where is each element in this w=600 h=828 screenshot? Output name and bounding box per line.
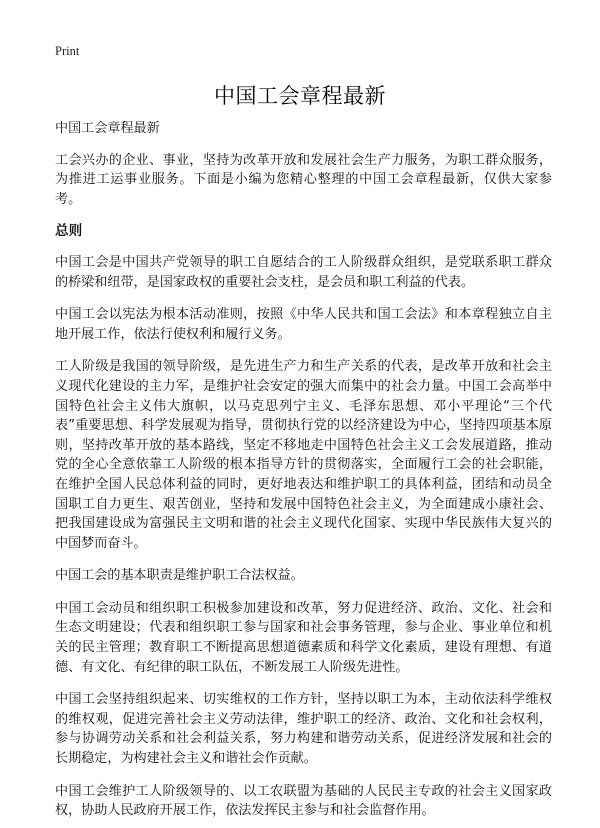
print-link[interactable]: Print bbox=[55, 44, 80, 58]
document-subtitle: 中国工会章程最新 bbox=[55, 121, 160, 136]
body-paragraph-1: 中国工会是中国共产党领导的职工自愿结合的工人阶级群众组织，是党联系职工群众的桥梁和纽带，是国家政权的重要社会支柱，是会员和职工利益的代表。 bbox=[55, 254, 552, 290]
body-paragraph-4: 中国工会的基本职责是维护职工合法权益。 bbox=[55, 568, 304, 584]
body-paragraph-2: 中国工会以宪法为根本活动准则，按照《中华人民共和国工会法》和本章程独立自主地开展工作，依法行使权利和履行义务。 bbox=[55, 307, 552, 342]
body-paragraph-6: 中国工会坚持组织起来、切实维权的工作方针，坚持以职工为本，主动依法科学维权的维权观，促进完善社会主义劳动法律，维护职工的经济、政治、文化和社会权利，参与协调劳动关系和社会利益关系，努力构建和谐劳动关系，促进经济发展和社会的长期稳定，为构建社会主义和谐社会作贡献。 bbox=[55, 692, 552, 767]
body-paragraph-5: 中国工会动员和组织职工积极参加建设和改革，努力促进经济、政治、文化、社会和生态文明建设；代表和组织职工参与国家和社会事务管理，参与企业、事业单位和机关的民主管理；教育职工不断提高思想道德素质和科学文化素质，建设有理想、有道德、有文化、有纪律的职工队伍，不断发展工人阶级先进性。 bbox=[55, 600, 552, 675]
document-body bbox=[55, 119, 552, 828]
body-paragraph-7: 中国工会维护工人阶级领导的、以工农联盟为基础的人民民主专政的社会主义国家政权，协助人民政府开展工作，依法发挥民主参与和社会监督作用。 bbox=[55, 783, 552, 819]
body-paragraph-3: 工人阶级是我国的领导阶级，是先进生产力和生产关系的代表，是改革开放和社会主义现代化建设的主力军，是维护社会安定的强大而集中的社会力量。中国工会高举中国特色社会主义伟大旗帜，以马克思列宁主义、毛泽东思想、邓小平理论“三个代表”重要思想、科学发展观为指导，贯彻执行党的以经济建设为中心，坚持四项基本原则，坚持改革开放的基本路线，坚定不移地走中国特色社会主义工会发展道路，推动党的全心全意依靠工人阶级的根本指导方针的贯彻落实，全面履行工会的社会职能，在维护全国人民总体利益的同时，更好地表达和维护职工的具体利益，团结和动员全国职工自力更生、艰苦创业，坚持和发展中国特色社会主义，为全面建成小康社会、把我国建设成为富强民主文明和谐的社会主义现代化国家、实现中华民族伟大复兴的中国梦而奋斗。 bbox=[55, 359, 552, 551]
document-title: 中国工会章程最新 bbox=[214, 84, 386, 108]
section-heading: 总则 bbox=[55, 223, 83, 240]
intro-paragraph: 工会兴办的企业、事业，坚持为改革开放和发展社会生产力服务，为职工群众服务，为推进工运事业服务。下面是小编为您精心整理的中国工会章程最新，仅供大家参考。 bbox=[55, 152, 552, 207]
